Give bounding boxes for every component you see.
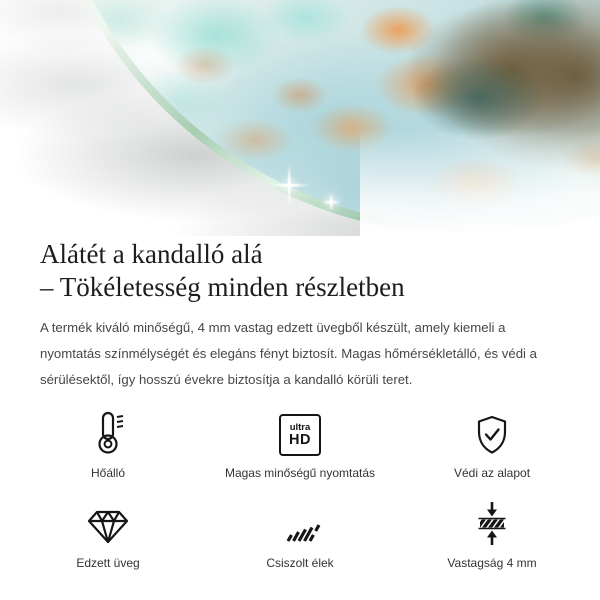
- product-image: [0, 0, 600, 236]
- page-title: [40, 238, 560, 304]
- text-content: [0, 238, 600, 393]
- feature-label: Hőálló: [90, 466, 126, 480]
- feature-thickness: [396, 498, 588, 570]
- feature-label: Vastagság 4 mm: [447, 556, 537, 570]
- feature-label: Védi az alapot: [453, 466, 531, 480]
- ultra-hd-icon: ultra HD: [279, 408, 321, 456]
- feature-heat-resistant: [12, 408, 204, 480]
- feature-grid: [0, 408, 600, 570]
- feature-tempered-glass: [12, 498, 204, 570]
- polished-edges-icon: [279, 498, 321, 546]
- feature-protects-base: [396, 408, 588, 480]
- product-description: A termék kiváló minőségű, 4 mm vastag edzett üvegből készült, amely kiemeli a nyomtatás színmélységét és elegáns fényt biztosít. Magas hőmérsékletálló, és védi a sérülésektől, így hosszú évekre biztosítja a kandalló körüli teret.: [40, 320, 537, 387]
- title-line-1: Alátét a kandalló alá: [40, 239, 263, 269]
- thermometer-icon: [89, 408, 127, 456]
- feature-label: Csiszolt élek: [266, 556, 334, 570]
- image-white-fade: [360, 105, 600, 236]
- feature-polished-edges: [204, 498, 396, 570]
- title-line-2: – Tökéletesség minden részletben: [40, 272, 405, 302]
- thickness-icon: [471, 498, 513, 546]
- diamond-icon: [87, 498, 129, 546]
- feature-label: Edzett üveg: [76, 556, 140, 570]
- feature-high-quality-print: [204, 408, 396, 480]
- shield-check-icon: [473, 408, 511, 456]
- feature-label: Magas minőségű nyomtatás: [224, 466, 376, 480]
